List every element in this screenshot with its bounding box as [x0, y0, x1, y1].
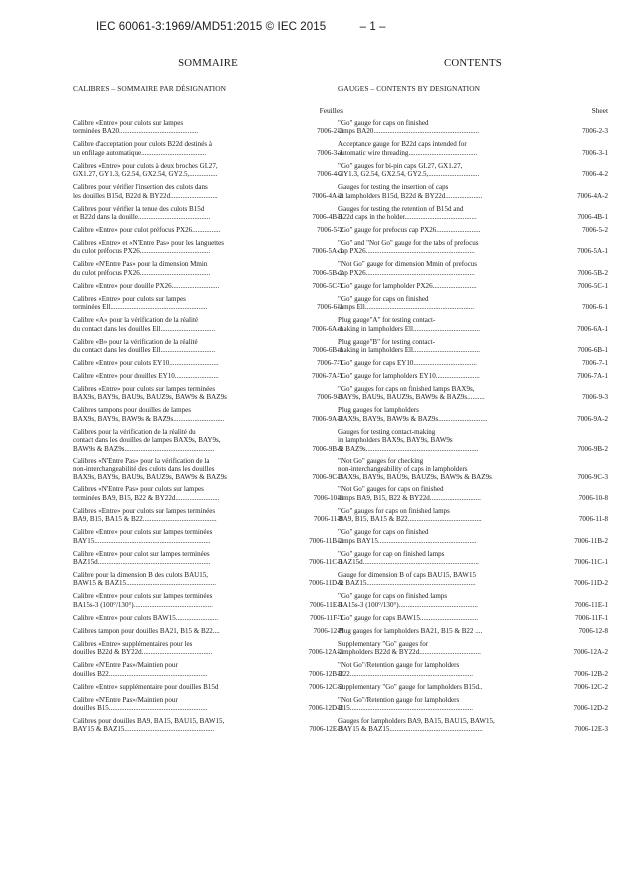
toc-entry	[73, 282, 343, 290]
toc-entry-sheet-ref: 7006-11B-2	[574, 536, 608, 545]
toc-entry	[338, 119, 608, 136]
toc-entry	[338, 239, 608, 256]
toc-entry-text: Calibres «N'Entre Pas» pour culots sur lampes	[73, 485, 204, 494]
toc-entry-text: "Go" gauge for caps EY10....................................	[338, 359, 477, 368]
toc-entry-sheet-ref: 7006-7-1	[582, 359, 608, 368]
toc-entry-sheet-ref: 7006-4B-1	[577, 213, 608, 222]
toc-entry	[73, 338, 343, 355]
toc-entry-text: Calibres «Entre» et «N'Entre Pas» pour les languettes	[73, 239, 224, 248]
toc-entry	[73, 162, 343, 179]
toc-entry-text: terminées BA9, B15, B22 & BY22d.........................	[73, 493, 220, 502]
toc-entry	[73, 457, 343, 482]
toc-entry	[73, 119, 343, 136]
toc-entry-sheet-ref: 7006-12B-2	[308, 669, 343, 678]
contents-title: CONTENTS	[444, 57, 502, 69]
toc-entry-text: douilles B15........................................................	[73, 703, 208, 712]
toc-entry-text: lamps Ell..............................................................	[338, 303, 475, 312]
contents-subtitle: GAUGES – CONTENTS BY DESIGNATION	[338, 84, 481, 93]
toc-entry-text: Calibre «Entre» pour culots sur lampes	[73, 119, 184, 127]
toc-entry-sheet-ref: 7006-12E-3	[574, 725, 608, 734]
toc-entry-text: "Go" gauge for caps BAW15.................................	[338, 613, 479, 622]
toc-entry-text: "Go" gauges for bi-pin caps GI.27, GX1.27,	[338, 161, 463, 170]
toc-entry-sheet-ref: 7006-12A-2	[573, 648, 608, 657]
toc-entry-text: Calibre «Entre» supplémentaire pour douilles B15d	[73, 682, 219, 691]
toc-entry	[338, 571, 608, 588]
toc-entry-text: du culot préfocus PX26........................................	[73, 247, 211, 256]
toc-entry-text: BA9, B15, BA15 & B22..........................................	[338, 515, 482, 524]
toc-entry	[73, 661, 343, 678]
document-reference: IEC 60061-3:1969/AMD51:2015 © IEC 2015	[96, 21, 327, 33]
toc-entry-text: Plug gauges for lampholders BA21, B15 & B22 ....	[338, 626, 483, 635]
toc-entry	[338, 338, 608, 355]
toc-entry-text: Calibres «Entre» pour culots sur lampes terminées	[73, 385, 216, 394]
toc-entry	[338, 372, 608, 380]
toc-entry-sheet-ref: 7006-4A-2	[312, 191, 343, 200]
toc-entry-text: Calibre «N'Entre Pas» pour la dimension Mmin	[73, 260, 208, 269]
toc-entry-sheet-ref: 7006-9B-2	[312, 444, 343, 453]
toc-entry	[73, 485, 343, 502]
page-number: – 1 –	[359, 21, 386, 33]
toc-entry	[338, 359, 608, 367]
toc-entry-sheet-ref: 7006-2-3	[582, 127, 608, 136]
toc-entry-text: "Not Go"/Retention gauge for lampholders	[338, 661, 460, 670]
toc-entry-text: "Go" gauges for caps on finished lamps BAX9s,	[338, 385, 475, 394]
toc-entry-text: Calibre «N'Entre Pas»/Maintien pour	[73, 661, 178, 670]
toc-entry-sheet-ref: 7006-4-2	[317, 170, 343, 179]
toc-entry-text: "Go" gauge for lampholders EY10.........................	[338, 372, 480, 381]
toc-entry-text: Calibres pour vérifier la tenue des culots B15d	[73, 204, 205, 213]
toc-entry-text: terminées BA20.............................................	[73, 127, 199, 136]
toc-entry-sheet-ref: 7006-11E-1	[574, 600, 608, 609]
toc-entry-sheet-ref: 7006-2-3	[317, 127, 343, 136]
toc-entry-text: Calibres pour douilles BA9, BA15, BAU15, BAW15,	[73, 716, 225, 725]
toc-entry-text: Calibres pour vérifier l'insertion des culots dans	[73, 183, 208, 192]
toc-entry-text: Calibre «A» pour la vérification de la réalité	[73, 316, 199, 325]
toc-entry-sheet-ref: 7006-6A-1	[312, 324, 343, 333]
toc-entry-text: "Go" gauge for caps on finished	[338, 119, 429, 127]
toc-entry-text: "Go" gauge for cap on finished lamps	[338, 549, 445, 558]
toc-entry-sheet-ref: 7006-5A-1	[577, 247, 608, 256]
toc-entry	[73, 507, 343, 524]
toc-entry-sheet-ref: 7006-5C-1	[312, 281, 343, 290]
toc-entry-sheet-ref: 7006-3-1	[582, 148, 608, 157]
toc-entry-sheet-ref: 7006-9B-2	[577, 444, 608, 453]
toc-entry-text: BAX9s, BAY9s, BAU9s, BAUZ9s, BAW9s & BAZ9s	[73, 393, 227, 402]
toc-entry-text: BAY15 & BAZ15...................................................	[73, 725, 215, 734]
toc-entry-sheet-ref: 7006-7A-1	[577, 372, 608, 381]
toc-entry-text: Calibre d'acceptation pour culots B22d destinés à	[73, 140, 213, 149]
toc-entry-text: douilles B22d & BY22d........................................	[73, 648, 213, 657]
toc-entry-text: making in lampholders Ell......................................	[338, 346, 480, 355]
toc-entry-sheet-ref: 7006-12B-2	[573, 669, 608, 678]
toc-entry-sheet-ref: 7006-10-8	[313, 493, 343, 502]
toc-entry-text: B15......................................................................	[338, 703, 474, 712]
toc-entry-sheet-ref: 7006-4A-2	[577, 191, 608, 200]
toc-entry	[73, 260, 343, 277]
toc-entry-text: GX1.27, GY1.3, G2.54, GX2.54, GY2.5,................	[73, 170, 218, 179]
toc-entry-text: automatic wire threading.......................................	[338, 148, 478, 157]
toc-entry-text: cap PX26..............................................................	[338, 247, 475, 256]
toc-entry-text: BAY9s, BAU9s, BAUZ9s, BAW9s & BAZ9s..........	[338, 393, 485, 402]
sheet-column-header: Sheet	[591, 106, 608, 115]
toc-entry	[73, 627, 343, 635]
toc-entry-text: Calibres «Entre» supplémentaires pour les	[73, 639, 193, 648]
toc-entry-sheet-ref: 7006-5-2	[582, 226, 608, 235]
toc-entry	[73, 316, 343, 333]
contents-entry-list	[338, 119, 608, 738]
toc-entry-text: Gauges for testing the insertion of caps	[338, 183, 449, 192]
toc-entry	[338, 260, 608, 277]
toc-entry	[73, 717, 343, 734]
toc-entry-text: B22......................................................................	[338, 669, 474, 678]
toc-entry-text: & BAZ9s................................................................	[338, 444, 479, 453]
toc-entry-text: Plug gauge"B" for testing contact-	[338, 337, 435, 346]
toc-entry	[338, 696, 608, 713]
toc-entry-text: Plug gauge"A" for testing contact-	[338, 316, 436, 325]
toc-entry-text: BA9, B15, BA15 & B22..........................................	[73, 515, 217, 524]
toc-entry-text: Calibre «B» pour la vérification de la réalité	[73, 337, 198, 346]
toc-entry	[338, 295, 608, 312]
toc-entry	[73, 205, 343, 222]
toc-entry-text: contact dans les douilles de lampes BAX9s, BAY9s,	[73, 436, 221, 445]
toc-entry-text: BAX9s, BAY9s, BAU9s, BAUZ9s, BAW9s & BAZ9s	[73, 473, 227, 482]
toc-entry-sheet-ref: 7006-5-2	[317, 226, 343, 235]
toc-entry-text: BAX9s, BAY9s, BAU9s, BAUZ9s, BAW9s & BAZ9s	[338, 473, 492, 482]
toc-entry-text: BA15s-3 (100°/130°).............................................	[338, 600, 478, 609]
toc-entry-text: "Go" gauge for caps on finished	[338, 528, 429, 537]
toc-entry-text: "Go" gauge for prefocus cap PX26.........................	[338, 226, 481, 235]
toc-entry-sheet-ref: 7006-6-1	[582, 303, 608, 312]
toc-entry-text: du culot préfocus PX26........................................	[73, 268, 211, 277]
toc-entry	[338, 627, 608, 635]
toc-entry-text: Calibre «Entre» pour culots BAW15........................	[73, 613, 219, 622]
toc-entry	[73, 359, 343, 367]
toc-entry-sheet-ref: 7006-12-8	[578, 626, 608, 635]
toc-entry-sheet-ref: 7006-9-3	[317, 393, 343, 402]
toc-entry-sheet-ref: 7006-11F-1	[309, 613, 343, 622]
toc-entry-sheet-ref: 7006-7-1	[317, 359, 343, 368]
sommaire-subtitle: CALIBRES – SOMMAIRE PAR DÉSIGNATION	[73, 84, 227, 93]
toc-entry-sheet-ref: 7006-5C-1	[577, 281, 608, 290]
toc-entry-sheet-ref: 7006-6A-1	[577, 324, 608, 333]
toc-entry-text: Calibre «Entre» pour culots sur lampes terminées	[73, 528, 213, 537]
toc-entry-text: Calibre «Entre» pour culots sur lampes terminées	[73, 592, 213, 601]
toc-entry	[338, 140, 608, 157]
toc-entry-text: lamps BA9, B15, B22 & BY22d.............................	[338, 493, 481, 502]
toc-entry-text: Calibres «Entre» pour culots sur lampes	[73, 294, 186, 303]
toc-entry	[73, 592, 343, 609]
toc-entry	[338, 485, 608, 502]
toc-entry	[338, 205, 608, 222]
toc-entry	[338, 550, 608, 567]
toc-entry-text: "Not Go"/Retention gauge for lampholders	[338, 695, 460, 704]
toc-entry-text: Calibres pour la vérification de la réalité du	[73, 427, 196, 436]
toc-entry-text: BA15s-3 (100°/130°).............................................	[73, 600, 213, 609]
toc-entry-text: lampholders B22d & BY22d...................................	[338, 648, 481, 657]
toc-entry-text: Calibre «Entre» pour douilles EY10.........................	[73, 372, 219, 381]
feuilles-column-header: Feuilles	[319, 106, 343, 115]
toc-entry-text: Gauges for lampholders BA9, BA15, BAU15, BAW15,	[338, 716, 495, 725]
toc-entry-sheet-ref: 7006-7A-1	[312, 372, 343, 381]
toc-entry	[73, 550, 343, 567]
toc-entry-sheet-ref: 7006-12D-2	[308, 703, 343, 712]
toc-entry-sheet-ref: 7006-6B-1	[577, 346, 608, 355]
toc-entry-text: Acceptance gauge for B22d caps intended for	[338, 140, 467, 149]
toc-entry-sheet-ref: 7006-5A-1	[312, 247, 343, 256]
toc-entry-text: "Go" gauge for lampholder PX26.........................	[338, 281, 477, 290]
toc-entry-text: du contact dans les douilles Ell...............................	[73, 324, 216, 333]
toc-entry	[73, 406, 343, 423]
toc-entry-sheet-ref: 7006-11D-2	[573, 579, 608, 588]
toc-entry	[338, 592, 608, 609]
toc-entry-text: BAY15 & BAZ15.....................................................	[338, 725, 483, 734]
toc-entry-text: Gauge for dimension B of caps BAU15, BAW15	[338, 570, 477, 579]
toc-entry	[338, 316, 608, 333]
toc-entry	[338, 428, 608, 453]
toc-entry-sheet-ref: 7006-9C-3	[312, 473, 343, 482]
toc-entry-sheet-ref: 7006-4B-1	[312, 213, 343, 222]
toc-entry-sheet-ref: 7006-12A-2	[308, 648, 343, 657]
toc-entry-text: Supplementary "Go" gauges for	[338, 639, 429, 648]
toc-entry-sheet-ref: 7006-12C-2	[308, 682, 343, 691]
toc-entry-sheet-ref: 7006-11D-2	[308, 579, 343, 588]
toc-entry-text: Calibre pour la dimension B des culots BAU15,	[73, 570, 209, 579]
toc-entry	[338, 162, 608, 179]
toc-entry	[73, 614, 343, 622]
toc-entry-sheet-ref: 7006-9A-2	[312, 414, 343, 423]
toc-entry-text: Calibres «N'Entre Pas» pour la vérification de la	[73, 456, 210, 465]
toc-entry-text: BAW15 & BAZ15...................................................	[73, 579, 216, 588]
toc-entry	[73, 571, 343, 588]
toc-entry-text: non-interchangeabilité des culots dans les douilles	[73, 465, 215, 473]
toc-entry-sheet-ref: 7006-11-8	[313, 515, 343, 524]
toc-entry-text: in lampholders B15d, B22d & BY22d.....................	[338, 191, 483, 200]
toc-entry	[338, 385, 608, 402]
toc-entry	[338, 528, 608, 545]
toc-entry-sheet-ref: 7006-11B-2	[309, 536, 343, 545]
toc-entry-text: GY1.3, G2.54, GX2.54, GY2.5,.............................	[338, 170, 480, 179]
toc-entry	[338, 282, 608, 290]
toc-entry-text: BAZ15d................................................................	[73, 557, 211, 566]
toc-entry-text: "Not Go" gauges for caps on finished	[338, 485, 444, 494]
toc-entry-text: "Not Go" gauge for dimension Mmin of prefocus	[338, 260, 478, 269]
toc-entry-text: "Go" gauge for caps on finished lamps	[338, 592, 448, 601]
toc-entry-text: un enfilage automatique.....................................	[73, 148, 207, 157]
toc-entry-text: making in lampholders Ell......................................	[338, 324, 480, 333]
toc-entry-text: du contact dans les douilles Ell...............................	[73, 346, 216, 355]
toc-entry	[338, 406, 608, 423]
toc-entry	[73, 428, 343, 453]
toc-entry-sheet-ref: 7006-11C-1	[574, 557, 608, 566]
toc-entry-text: les douilles B15d, B22d & BY22d...........................	[73, 191, 218, 200]
toc-entry	[73, 295, 343, 312]
toc-entry-sheet-ref: 7006-5B-2	[577, 268, 608, 277]
toc-entry-text: Gauges for testing contact-making	[338, 427, 436, 436]
toc-entry-text: Plug gauges for lampholders	[338, 406, 419, 415]
toc-entry-text: in lampholders BAX9s, BAY9s, BAW9s	[338, 436, 453, 445]
toc-entry-text: non-interchangeability of caps in lampholders	[338, 465, 468, 473]
toc-entry-sheet-ref: 7006-4-2	[582, 170, 608, 179]
toc-entry-sheet-ref: 7006-10-8	[578, 493, 608, 502]
toc-entry-text: "Go" gauges for caps on finished lamps	[338, 506, 450, 515]
toc-entry-text: lamps BAY15........................................................	[338, 536, 477, 545]
toc-entry-sheet-ref: 7006-9A-2	[577, 414, 608, 423]
toc-entry-sheet-ref: 7006-9C-3	[577, 473, 608, 482]
toc-entry-sheet-ref: 7006-11E-1	[309, 600, 343, 609]
toc-entry-text: & BAZ15..............................................................	[338, 579, 476, 588]
toc-entry-text: douilles B22........................................................	[73, 669, 208, 678]
toc-entry-sheet-ref: 7006-6-1	[317, 303, 343, 312]
toc-entry-sheet-ref: 7006-6B-1	[312, 346, 343, 355]
toc-entry-text: BAY15..................................................................	[73, 536, 211, 545]
toc-entry-sheet-ref: 7006-11C-1	[309, 557, 343, 566]
toc-entry-sheet-ref: 7006-11F-1	[574, 613, 608, 622]
toc-entry-text: et B22d dans la douille.........................................	[73, 213, 211, 222]
toc-entry	[338, 614, 608, 622]
toc-entry-text: Calibres «Entre» pour culots sur lampes terminées	[73, 506, 216, 515]
toc-entry	[73, 183, 343, 200]
toc-entry-text: Supplementary "Go" gauge for lampholders B15d..	[338, 682, 483, 691]
toc-entry-text: "Not Go" gauges for checking	[338, 456, 424, 465]
toc-entry-sheet-ref: 7006-12E-3	[309, 725, 343, 734]
toc-entry-sheet-ref: 7006-9-3	[582, 393, 608, 402]
toc-entry-sheet-ref: 7006-12-8	[313, 626, 343, 635]
toc-entry-text: terminées Ell.......................................................	[73, 303, 208, 312]
toc-entry-sheet-ref: 7006-11-8	[578, 515, 608, 524]
toc-entry-text: Calibre «Entre» pour culot sur lampes terminées	[73, 549, 210, 558]
toc-entry-text: Calibres tampons pour douilles de lampes	[73, 406, 192, 415]
sommaire-entry-list	[73, 119, 343, 738]
toc-entry	[338, 717, 608, 734]
toc-entry-text: Gauges for testing the retention of B15d and	[338, 204, 464, 213]
toc-entry-sheet-ref: 7006-12D-2	[573, 703, 608, 712]
toc-entry-text: "Go" gauge for caps on finished	[338, 294, 429, 303]
toc-entry-text: BAX9s, BAY9s, BAW9s & BAZ9s.............................	[73, 414, 225, 423]
toc-entry-sheet-ref: 7006-3-1	[317, 148, 343, 157]
toc-entry	[338, 683, 608, 691]
toc-entry	[338, 507, 608, 524]
toc-entry	[338, 183, 608, 200]
toc-entry-text: lamps BA20............................................................	[338, 127, 480, 136]
toc-entry	[73, 683, 343, 691]
toc-entry-sheet-ref: 7006-12C-2	[573, 682, 608, 691]
toc-entry	[73, 385, 343, 402]
toc-entry	[338, 661, 608, 678]
toc-entry	[73, 528, 343, 545]
toc-entry-text: Calibres «Entre» pour culots à deux broches GI.27,	[73, 161, 218, 170]
sommaire-title: SOMMAIRE	[178, 57, 238, 69]
toc-entry	[73, 372, 343, 380]
toc-entry	[73, 640, 343, 657]
toc-entry-sheet-ref: 7006-5B-2	[312, 268, 343, 277]
toc-entry	[338, 226, 608, 234]
toc-entry-text: Calibre «N'Entre Pas»/Maintien pour	[73, 695, 178, 704]
toc-entry-text: Calibre «Entre» pour douille PX26...........................	[73, 281, 220, 290]
toc-entry	[73, 696, 343, 713]
page-header	[96, 21, 386, 33]
toc-entry	[73, 239, 343, 256]
toc-entry-text: BAW9s & BAZ9s...................................................	[73, 444, 215, 453]
toc-entry-text: "Go" and "Not Go" gauge for the tabs of prefocus	[338, 239, 479, 248]
toc-entry-text: Calibre «Entre» pour culots EY10............................	[73, 359, 219, 368]
toc-entry	[338, 640, 608, 657]
toc-entry-text: BAX9s, BAY9s, BAW9s & BAZ9s............................	[338, 414, 488, 423]
toc-entry	[73, 140, 343, 157]
toc-entry	[73, 226, 343, 234]
toc-entry-text: Calibre «Entre» pour culot préfocus PX26................	[73, 226, 221, 235]
toc-entry-text: Calibres tampon pour douilles BA21, B15 & B22....	[73, 626, 220, 635]
toc-entry	[338, 457, 608, 482]
toc-entry-text: B22d caps in the holder.........................................	[338, 213, 477, 222]
toc-entry-text: BAZ15d..................................................................	[338, 557, 479, 566]
toc-entry-text: cap PX26..............................................................	[338, 268, 475, 277]
